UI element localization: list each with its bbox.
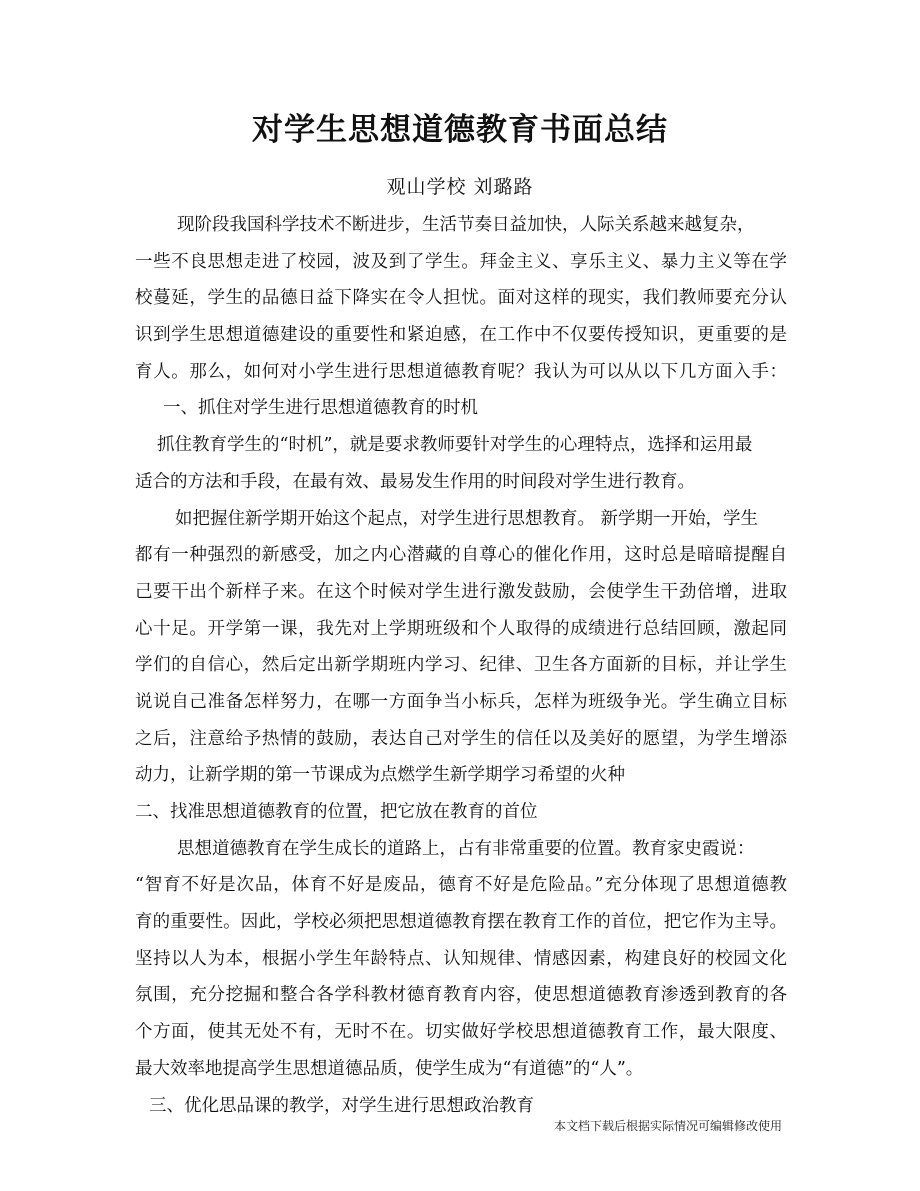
paragraph-line: 最大效率地提高学生思想道德品质，使学生成为“有道德”的“人”。 [135,1058,644,1079]
paragraph-line: 育人。那么，如何对小学生进行思想道德教育呢？我认为可以从以下几方面入手： [135,361,787,382]
paragraph-line: 适合的方法和手段，在最有效、最易发生作用的时间段对学生进行教育。 [135,471,695,492]
paragraph-line: 坚持以人为本，根据小学生年龄特点、认知规律、情感因素，构建良好的校园文化 [135,948,787,969]
paragraph-line: 心十足。开学第一课，我先对上学期班级和个人取得的成绩进行总结回顾，激起同 [135,618,787,639]
paragraph-line: “智育不好是次品，体育不好是废品，德育不好是危险品。”充分体现了思想道德教 [135,875,787,896]
paragraph-line: 个方面，使其无处不有，无时不在。切实做好学校思想道德教育工作，最大限度、 [135,1022,787,1043]
paragraph-line: 思想道德教育在学生成长的道路上，占有非常重要的位置。教育家史霞说： [177,838,755,859]
document-title: 对学生思想道德教育书面总结 [252,112,668,148]
paragraph-line: 氛围，充分挖掘和整合各学科教材德育教育内容，使思想道德教育渗透到教育的各 [135,985,787,1006]
paragraph-line: 都有一种强烈的新感受，加之内心潜藏的自尊心的催化作用，这时总是暗暗提醒自 [135,545,787,566]
paragraph-line: 识到学生思想道德建设的重要性和紧迫感，在工作中不仅要传授知识，更重要的是 [135,325,787,346]
paragraph-line: 如把握住新学期开始这个起点，对学生进行思想教育。 新学期一开始，学生 [175,508,759,529]
paragraph-line: 己要干出个新样子来。在这个时候对学生进行激发鼓励，会使学生干劲倍增，进取 [135,581,787,602]
paragraph-line: 之后，注意给予热情的鼓励，表达自己对学生的信任以及美好的愿望，为学生增添 [135,728,787,749]
paragraph-line: 学们的自信心，然后定出新学期班内学习、纪律、卫生各方面新的目标，并让学生 [135,655,787,676]
section-heading-3: 三、优化思品课的教学，对学生进行思想政治教育 [149,1095,534,1116]
paragraph-line: 一些不良思想走进了校园，波及到了学生。拜金主义、享乐主义、暴力主义等在学 [135,251,787,272]
paragraph-line: 抓住教育学生的“时机”，就是要求教师要针对学生的心理特点，选择和运用最 [157,435,753,456]
section-heading-2: 二、找准思想道德教育的位置，把它放在教育的首位 [135,802,538,822]
page-footer-note: 本文档下载后根据实际情况可编辑修改使用 [553,1119,782,1133]
document-body [135,207,787,1124]
paragraph-line: 校蔓延，学生的品德日益下降实在令人担忧。面对这样的现实，我们教师要充分认 [135,288,787,309]
paragraph-line: 说说自己准备怎样努力，在哪一方面争当小标兵，怎样为班级争光。学生确立目标 [135,691,787,712]
paragraph-line: 现阶段我国科学技术不断进步，生活节奏日益加快，人际关系越来越复杂， [177,215,755,235]
paragraph-line: 育的重要性。因此，学校必须把思想道德教育摆在教育工作的首位，把它作为主导。 [135,912,787,933]
section-heading-1: 一、抓住对学生进行思想道德教育的时机 [163,398,478,419]
document-author: 观山学校 刘璐路 [386,176,534,198]
paragraph-line: 动力，让新学期的第一节课成为点燃学生新学期学习希望的火种 [135,765,625,786]
